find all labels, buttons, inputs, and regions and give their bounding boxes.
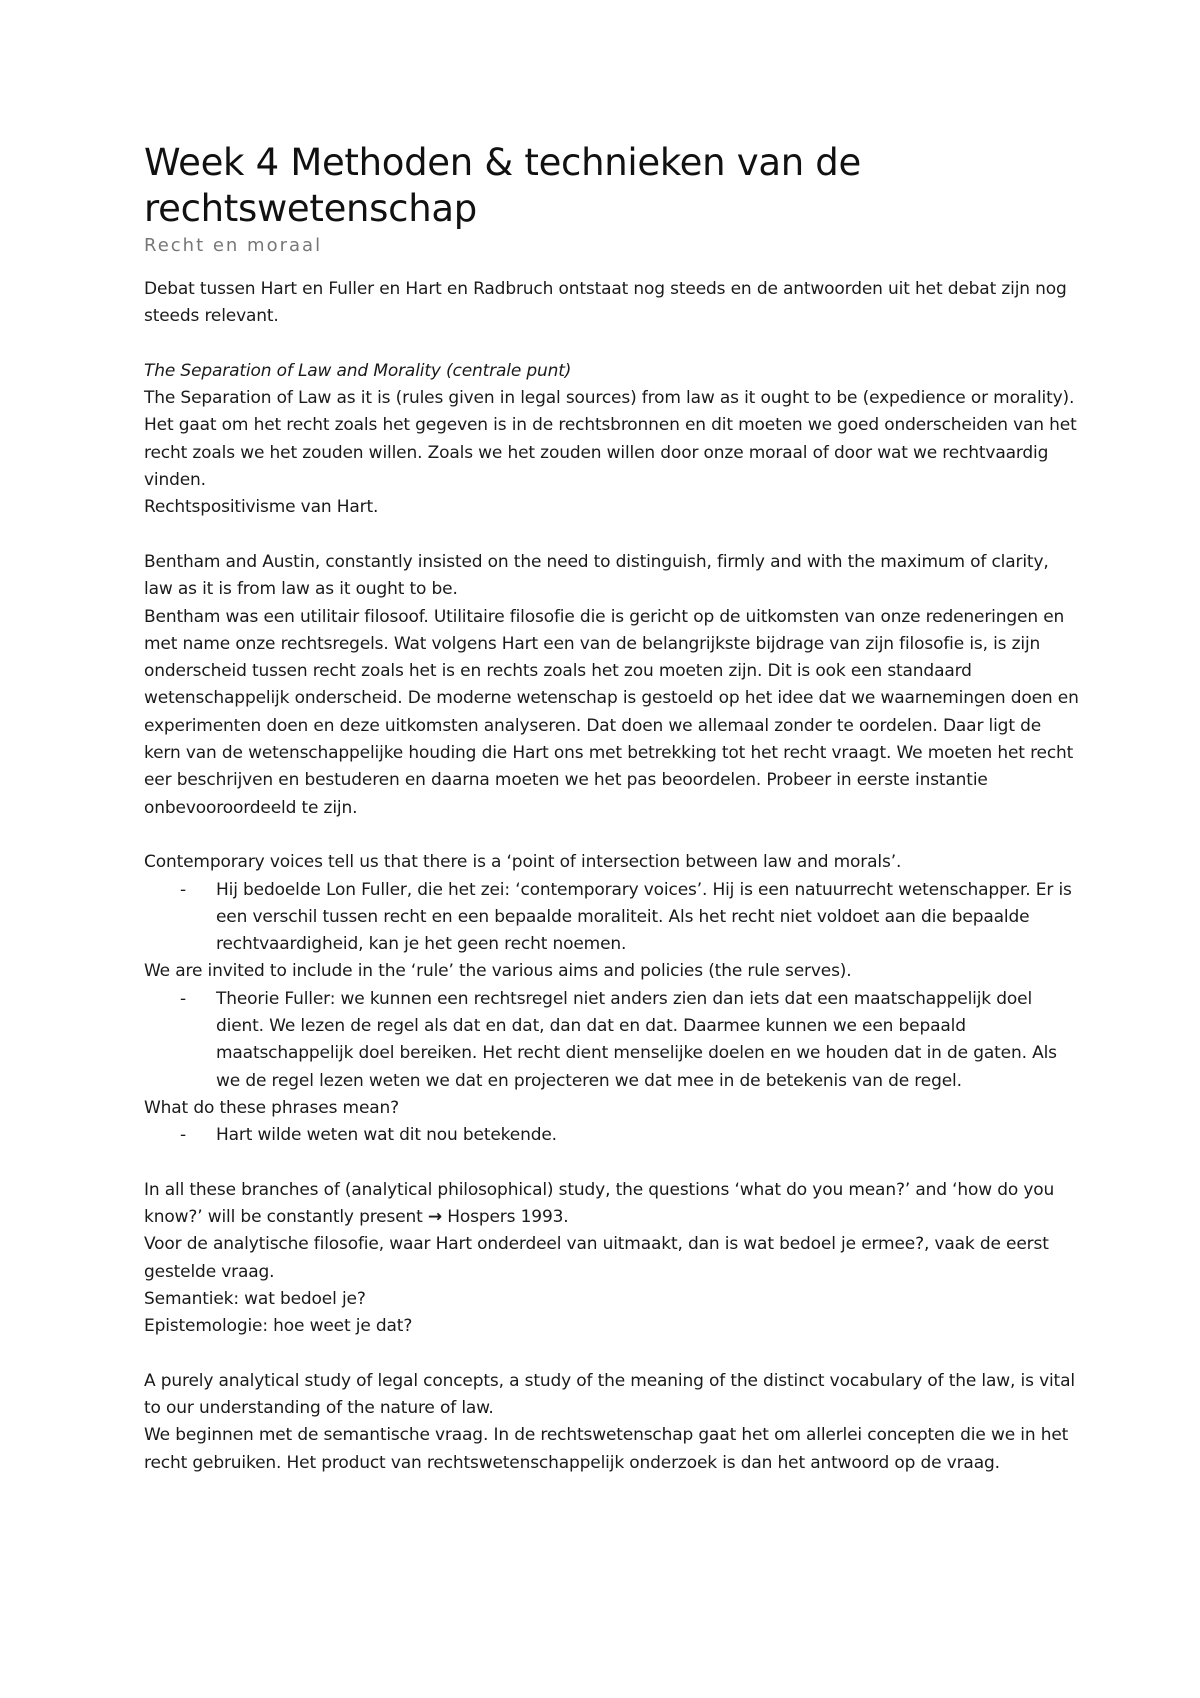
paragraph-separation-2: Het gaat om het recht zoals het gegeven is in de rechtsbronnen en dit moeten we goed onderscheiden van het recht zoals we het zouden willen. Zoals we het zouden willen door onze moraal of door wat we rechtvaardig vinden. [144, 415, 1077, 491]
paragraph-bentham-2: Bentham was een utilitair filosoof. Utilitaire filosofie die is gericht op de uitkomsten van onze redeneringen en met name onze rechtsregels. Wat volgens Hart een van de belangrijkste bijdrage van zijn filosofie is, is zijn onderscheid tussen recht zoals het is en rechts zoals het zou moeten zijn. Dit is ook een standaard wetenschappelijk onderscheid. De moderne wetenschap is gestoeld op het idee dat we waarnemingen doen en experimenten doen en deze uitkomsten analyseren. Dat doen we allemaal zonder te oordelen. Daar ligt de kern van de wetenschappelijke houding die Hart ons met betrekking tot het recht vraagt. We moeten het recht eer beschrijven en bestuderen en daarna moeten we het pas beoordelen. Probeer in eerste instantie onbevooroordeeld te zijn. [144, 606, 1079, 818]
paragraph-gap [144, 331, 1080, 358]
paragraph-bentham-1: Bentham and Austin, constantly insisted on the need to distinguish, firmly and with the maximum of clarity, law as it is from law as it ought to be. [144, 551, 1049, 600]
paragraph-gap [144, 522, 1080, 549]
list-item: - Hart wilde weten wat dit nou betekende. [216, 1122, 1080, 1149]
arrow-right-icon: → [427, 1207, 443, 1228]
paragraph-gap [144, 1150, 1080, 1177]
paragraph-purely-2: We beginnen met de semantische vraag. In de rechtswetenschap gaat het om allerlei concepten die we in het recht gebruiken. Het product van rechtswetenschappelijk onderzoek is dan het antwoord op de vraag. [144, 1425, 1069, 1473]
branches-text-a: In all these branches of (analytical philosophical) study, the questions ‘what do you mean?’ and ‘how do you know?’ will be constantly present [144, 1179, 1055, 1228]
paragraph-intro: Debat tussen Hart en Fuller en Hart en Radbruch ontstaat nog steeds en de antwoorden uit het debat zijn nog steeds relevant. [144, 279, 1067, 327]
paragraph-phrases: What do these phrases mean? [144, 1097, 400, 1118]
list-item: - Hij bedoelde Lon Fuller, die het zei: ‘contemporary voices’. Hij is een natuurrecht wetenschapper. Er is een verschil tussen recht en een bepaalde moraliteit. Als het recht niet voldoet aan die bepaalde rechtvaardigheid, kan je het geen recht noemen. [216, 877, 1080, 959]
paragraph-gap [144, 1341, 1080, 1368]
paragraph-contemporary: Contemporary voices tell us that there is a ‘point of intersection between law and morals’. [144, 852, 902, 873]
paragraph-gap [144, 822, 1080, 849]
paragraph-branches-1 [144, 1177, 1080, 1232]
bullet-list-invited [144, 986, 1080, 1095]
paragraph-separation-1: The Separation of Law as it is (rules given in legal sources) from law as it ought to be (expedience or morality). [144, 388, 1075, 409]
bullet-list-contemporary [144, 877, 1080, 959]
paragraph-branches-4: Epistemologie: hoe weet je dat? [144, 1316, 413, 1337]
branches-text-b: Hospers 1993. [442, 1207, 569, 1228]
section-heading-separation: The Separation of Law and Morality (centrale punt) [144, 360, 572, 381]
paragraph-purely-1: A purely analytical study of legal concepts, a study of the meaning of the distinct vocabulary of the law, is vital to our understanding of the nature of law. [144, 1370, 1075, 1419]
paragraph-separation-3: Rechtspositivisme van Hart. [144, 497, 379, 518]
list-item: - Theorie Fuller: we kunnen een rechtsregel niet anders zien dan iets dat een maatschappelijk doel dient. We lezen de regel als dat en dat, dan dat en dat. Daarmee kunnen we een bepaald maatschappelijk doel bereiken. Het recht dient menselijke doelen en we houden dat in de gaten. Als we de regel lezen weten we dat en projecteren we dat mee in de betekenis van de regel. [216, 986, 1080, 1095]
bullet-list-phrases [144, 1122, 1080, 1149]
paragraph-invited: We are invited to include in the ‘rule’ the various aims and policies (the rule serves). [144, 961, 852, 982]
page-title: Week 4 Methoden & technieken van de rechtswetenschap [144, 141, 861, 230]
paragraph-branches-3: Semantiek: wat bedoel je? [144, 1288, 366, 1309]
page-subtitle: Recht en moraal [144, 235, 323, 256]
paragraph-branches-2: Voor de analytische filosofie, waar Hart onderdeel van uitmaakt, dan is wat bedoel je ermee?, vaak de eerst gestelde vraag. [144, 1234, 1049, 1282]
